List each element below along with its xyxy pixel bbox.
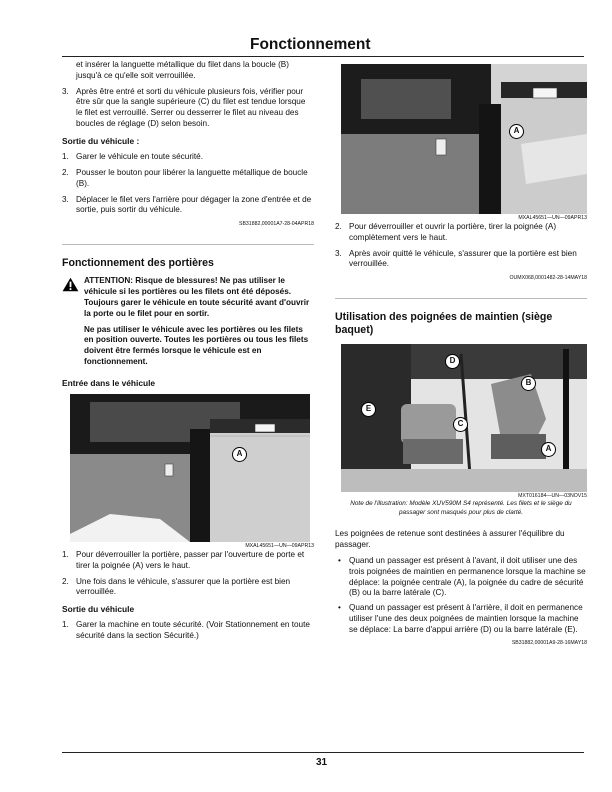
list-item	[62, 168, 314, 190]
step-text: Pousser le bouton pour libérer la languette métallique de boucle (B).	[76, 167, 308, 188]
step-text: Une fois dans le véhicule, s'assurer que la portière est bien verrouillée.	[76, 576, 291, 597]
section-divider	[62, 244, 314, 245]
exit-steps-2	[62, 620, 314, 642]
step-number: 2.	[62, 167, 69, 177]
list-item	[62, 87, 314, 130]
exit-heading-2: Sortie du véhicule	[62, 604, 135, 615]
list-item	[335, 603, 587, 635]
step-number: 1.	[62, 152, 69, 162]
step-text: Pour déverrouiller et ouvrir la portière, tirer la poignée (A) complètement vers le haut.	[349, 221, 557, 242]
door-exit-steps	[335, 222, 587, 270]
reference-code: OUMX068,0001482-28-14MAY18	[509, 275, 587, 282]
door-handle-photo	[70, 394, 310, 542]
list-item	[62, 195, 314, 217]
page-title: Fonctionnement	[250, 36, 371, 53]
callout-a: A	[232, 447, 247, 462]
page-number: 31	[316, 757, 328, 768]
entry-steps	[62, 550, 314, 598]
list-item	[335, 222, 587, 244]
list-item	[335, 556, 587, 599]
warning-block	[62, 276, 314, 368]
grab-handles-intro: Les poignées de retenue sont destinées à assurer l'équilibre du passager.	[335, 529, 565, 550]
warning-icon	[62, 277, 79, 296]
step-number: 1.	[62, 620, 69, 630]
section-title-grab-handles: Utilisation des poignées de maintien (siège baquet)	[335, 311, 553, 337]
step-text: Après être entré et sorti du véhicule plusieurs fois, vérifier pour être sûr que la sangle supérieure (C) du filet est tendue lorsque le filet est verrouillé. Serrer ou desserrer le filet au niveau des boucles de réglage (D) selon besoin.	[76, 86, 306, 129]
bullet-text: Quand un passager est présent à l'arrière, il doit en permanence utiliser l'une des deux poignées de maintien lorsque la machine se déplace: La barre d'appui arrière (D) ou la barre latérale (E).	[349, 603, 583, 634]
grab-handles-list	[335, 556, 587, 636]
callout-a: A	[509, 124, 524, 139]
callout-c: C	[453, 417, 468, 432]
reference-code: SB31882,00001A7-28-04APR18	[239, 221, 314, 228]
image-caption: MXAL45651—UN—09APR13	[245, 543, 314, 550]
reference-code: SB31882,00001A9-28-16MAY18	[511, 639, 587, 646]
exit-heading: Sortie du véhicule :	[62, 135, 140, 146]
seat-handles-photo	[341, 344, 587, 492]
bullet: •	[338, 555, 341, 565]
footer-rule	[62, 752, 584, 753]
section-title-doors: Fonctionnement des portières	[62, 257, 214, 270]
entry-heading: Entrée dans le véhicule	[62, 377, 156, 388]
exit-steps	[62, 152, 314, 216]
callout-d: D	[445, 354, 460, 369]
list-item	[62, 577, 314, 599]
section-divider	[335, 298, 587, 299]
step-text: Pour déverrouiller la portière, passer par l'ouverture de porte et tirer la poignée (A) vers le haut.	[76, 549, 305, 570]
intro-paragraph: et insérer la languette métallique du filet dans la boucle (B) jusqu'à ce qu'elle soit verrouillée.	[76, 60, 289, 80]
list-item	[62, 550, 314, 572]
warning-text-2: Ne pas utiliser le véhicule avec les portières ou les filets en position ouverte. Toutes les portières ou tous les filets doivent être fermés lorsque le véhicule est en fonctionnement.	[84, 324, 309, 367]
header-rule	[62, 56, 584, 57]
bullet-text: Quand un passager est présent à l'avant, il doit utiliser une des trois poignées de maintien en permanence lorsque la machine se déplace: la poignée centrale (A), la poignée du cadre de sécurité (B) ou la barre latérale (C).	[349, 555, 586, 598]
callout-b: B	[521, 376, 536, 391]
step-text: Après avoir quitté le véhicule, s'assurer que la portière est bien verrouillée.	[349, 248, 577, 269]
callout-e: E	[361, 402, 376, 417]
warning-text-1: ATTENTION: Risque de blessures! Ne pas utiliser le véhicule si les portières ou les filets ont été déposés. Toujours garer le véhicule en toute sécurité avant d'ouvrir la porte ou le filet pour en sortir.	[84, 276, 310, 318]
installation-steps	[62, 87, 314, 130]
bullet: •	[338, 603, 341, 613]
image-caption: MXT016184—UN—03NOV15	[518, 492, 587, 499]
left-column	[62, 60, 314, 647]
door-handle-photo-exterior	[341, 64, 587, 214]
step-number: 3.	[62, 194, 69, 204]
step-number: 3.	[335, 248, 342, 258]
step-text: Déplacer le filet vers l'arrière pour dégager la zone d'entrée et de sortie, puis sortir du véhicule.	[76, 194, 312, 215]
step-number: 2.	[335, 221, 342, 231]
list-item	[335, 249, 587, 271]
step-text: Garer le véhicule en toute sécurité.	[76, 152, 203, 162]
list-item	[62, 152, 314, 163]
callout-a: A	[541, 442, 556, 457]
step-number: 3.	[62, 86, 69, 96]
right-column	[335, 60, 587, 647]
step-text: Garer la machine en toute sécurité. (Voir Stationnement en toute sécurité dans la section Sécurité.)	[76, 620, 310, 641]
image-caption: MXAL45651—UN—09APR13	[518, 215, 587, 221]
illustration-note: Note de l'illustration: Modèle XUV590M S4 représenté. Les filets et le siège du passager sont masqués pour plus de clarté.	[350, 500, 572, 516]
step-number: 1.	[62, 549, 69, 559]
list-item	[62, 620, 314, 642]
step-number: 2.	[62, 576, 69, 586]
